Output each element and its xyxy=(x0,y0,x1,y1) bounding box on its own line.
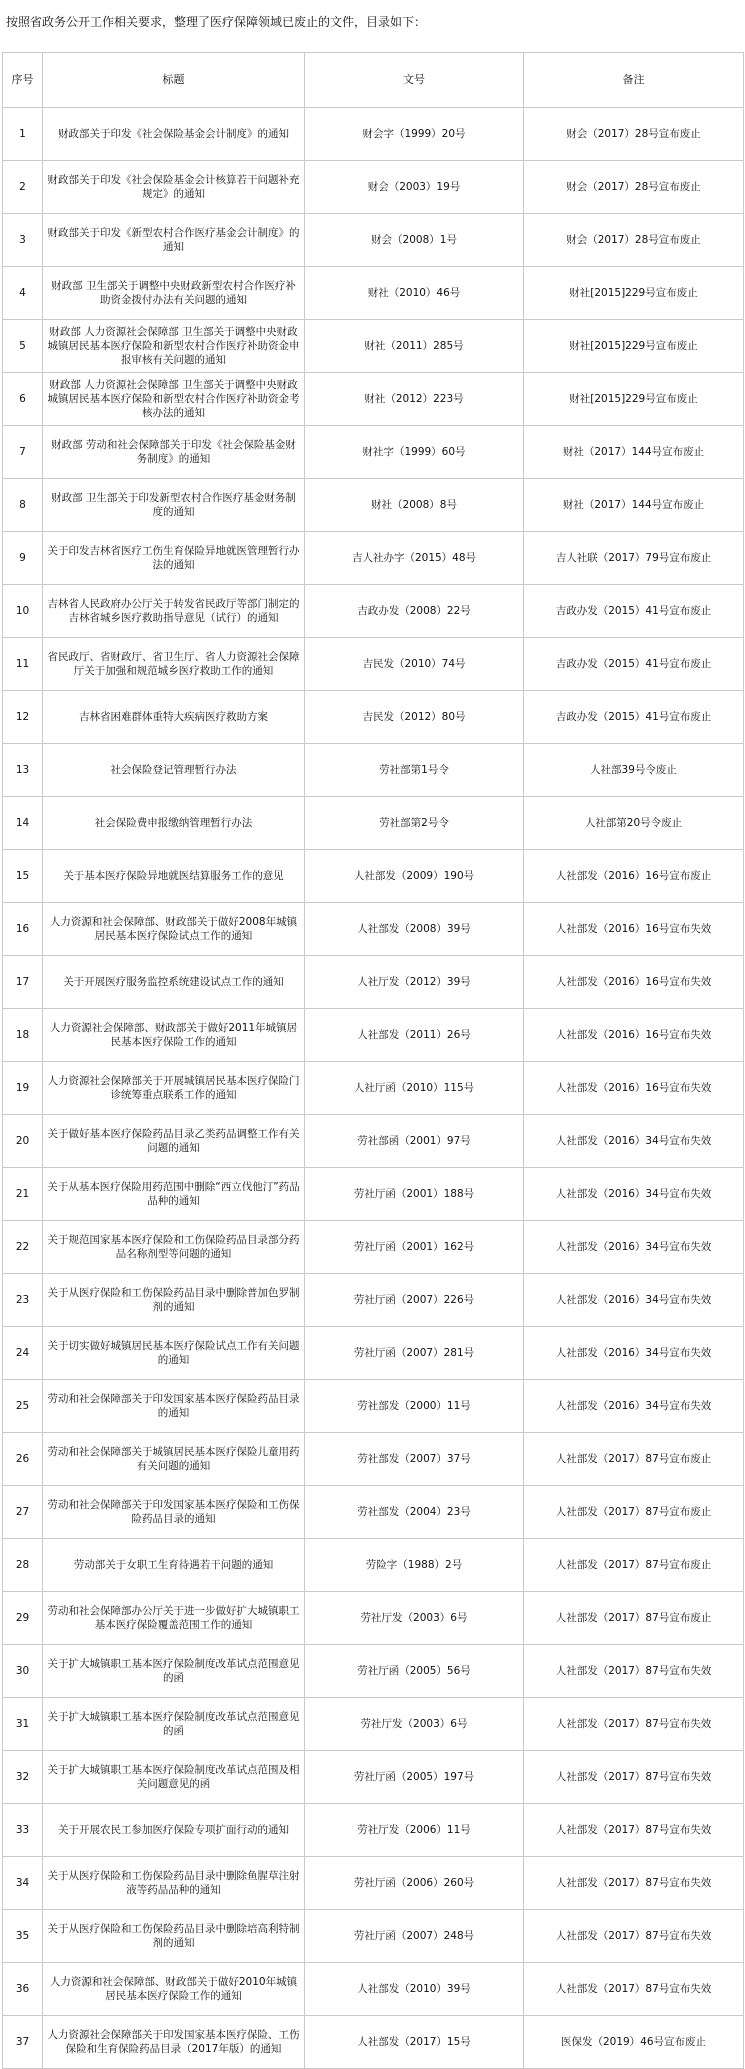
row-title: 关于开展医疗服务监控系统建设试点工作的通知 xyxy=(43,956,305,1009)
row-doc-no: 劳社厅函（2007）281号 xyxy=(305,1327,524,1380)
row-remark: 财社（2017）144号宣布废止 xyxy=(524,426,744,479)
row-title: 关于扩大城镇职工基本医疗保险制度改革试点范围及相关问题意见的函 xyxy=(43,1751,305,1804)
row-doc-no: 吉人社办字（2015）48号 xyxy=(305,532,524,585)
row-doc-no: 劳社厅函（2006）260号 xyxy=(305,1857,524,1910)
row-number: 34 xyxy=(3,1857,43,1910)
table-row xyxy=(3,1963,744,2016)
row-number: 10 xyxy=(3,585,43,638)
row-number: 15 xyxy=(3,850,43,903)
row-number: 1 xyxy=(3,108,43,161)
abolished-documents-table xyxy=(2,52,744,2069)
row-number: 36 xyxy=(3,1963,43,2016)
row-title: 关于从医疗保险和工伤保险药品目录中删除普加色罗制剂的通知 xyxy=(43,1274,305,1327)
row-number: 24 xyxy=(3,1327,43,1380)
table-row xyxy=(3,1327,744,1380)
row-number: 37 xyxy=(3,2016,43,2069)
row-title: 关于扩大城镇职工基本医疗保险制度改革试点范围意见的函 xyxy=(43,1698,305,1751)
table-row xyxy=(3,214,744,267)
row-remark: 人社部第20号令废止 xyxy=(524,797,744,850)
row-remark: 人社部39号令废止 xyxy=(524,744,744,797)
row-title: 关于从基本医疗保险用药范围中删除“西立伐他汀”药品品种的通知 xyxy=(43,1168,305,1221)
row-title: 劳动和社会保障部关于印发国家基本医疗保险和工伤保险药品目录的通知 xyxy=(43,1486,305,1539)
table-row xyxy=(3,1380,744,1433)
row-title: 关于从医疗保险和工伤保险药品目录中删除鱼腥草注射液等药品品种的通知 xyxy=(43,1857,305,1910)
row-doc-no: 财社（2008）8号 xyxy=(305,479,524,532)
row-remark: 人社部发（2017）87号宣布失效 xyxy=(524,1857,744,1910)
row-title: 社会保险费申报缴纳管理暂行办法 xyxy=(43,797,305,850)
row-remark: 人社部发（2016）34号宣布失效 xyxy=(524,1221,744,1274)
table-row xyxy=(3,1486,744,1539)
row-number: 14 xyxy=(3,797,43,850)
row-title: 财政部关于印发《社会保险基金会计制度》的通知 xyxy=(43,108,305,161)
row-title: 劳动和社会保障部办公厅关于进一步做好扩大城镇职工基本医疗保险覆盖范围工作的通知 xyxy=(43,1592,305,1645)
row-number: 3 xyxy=(3,214,43,267)
row-remark: 人社部发（2017）87号宣布失效 xyxy=(524,1910,744,1963)
row-doc-no: 劳社厅函（2001）162号 xyxy=(305,1221,524,1274)
row-doc-no: 财会（2003）19号 xyxy=(305,161,524,214)
row-number: 21 xyxy=(3,1168,43,1221)
table-row xyxy=(3,267,744,320)
row-title: 人力资源社会保障部关于印发国家基本医疗保险、工伤保险和生育保险药品目录（2017年版）的通知 xyxy=(43,2016,305,2069)
row-doc-no: 财社字（1999）60号 xyxy=(305,426,524,479)
row-number: 20 xyxy=(3,1115,43,1168)
row-remark: 人社部发（2017）87号宣布废止 xyxy=(524,1486,744,1539)
row-remark: 财社[2015]229号宣布废止 xyxy=(524,373,744,426)
row-doc-no: 劳社厅函（2005）197号 xyxy=(305,1751,524,1804)
table-row xyxy=(3,479,744,532)
row-title: 劳动和社会保障部关于城镇居民基本医疗保险儿童用药有关问题的通知 xyxy=(43,1433,305,1486)
table-row xyxy=(3,373,744,426)
row-number: 30 xyxy=(3,1645,43,1698)
row-title: 关于扩大城镇职工基本医疗保险制度改革试点范围意见的函 xyxy=(43,1645,305,1698)
table-row xyxy=(3,585,744,638)
row-number: 9 xyxy=(3,532,43,585)
row-number: 31 xyxy=(3,1698,43,1751)
table-row xyxy=(3,1115,744,1168)
row-doc-no: 财会字（1999）20号 xyxy=(305,108,524,161)
row-doc-no: 人社厅发（2012）39号 xyxy=(305,956,524,1009)
row-number: 17 xyxy=(3,956,43,1009)
header-title: 标题 xyxy=(43,53,305,108)
row-title: 关于从医疗保险和工伤保险药品目录中删除培高利特制剂的通知 xyxy=(43,1910,305,1963)
row-remark: 人社部发（2016）16号宣布失效 xyxy=(524,956,744,1009)
row-title: 劳动部关于女职工生育待遇若干问题的通知 xyxy=(43,1539,305,1592)
row-remark: 人社部发（2017）87号宣布失效 xyxy=(524,1645,744,1698)
table-row xyxy=(3,744,744,797)
row-doc-no: 劳社部发（2000）11号 xyxy=(305,1380,524,1433)
row-doc-no: 财社（2010）46号 xyxy=(305,267,524,320)
row-remark: 医保发（2019）46号宣布废止 xyxy=(524,2016,744,2069)
row-remark: 人社部发（2017）87号宣布废止 xyxy=(524,1539,744,1592)
header-no: 序号 xyxy=(3,53,43,108)
row-doc-no: 人社部发（2010）39号 xyxy=(305,1963,524,2016)
row-number: 12 xyxy=(3,691,43,744)
row-remark: 人社部发（2016）16号宣布失效 xyxy=(524,1062,744,1115)
row-title: 人力资源社会保障部、财政部关于做好2011年城镇居民基本医疗保险工作的通知 xyxy=(43,1009,305,1062)
row-remark: 人社部发（2017）87号宣布废止 xyxy=(524,1433,744,1486)
table-row xyxy=(3,1592,744,1645)
row-number: 5 xyxy=(3,320,43,373)
table-row xyxy=(3,1645,744,1698)
row-number: 35 xyxy=(3,1910,43,1963)
row-title: 财政部 人力资源社会保障部 卫生部关于调整中央财政城镇居民基本医疗保险和新型农村合作医疗补助资金考核办法的通知 xyxy=(43,373,305,426)
header-doc-no: 文号 xyxy=(305,53,524,108)
row-doc-no: 人社部发（2008）39号 xyxy=(305,903,524,956)
row-number: 11 xyxy=(3,638,43,691)
row-remark: 财会（2017）28号宣布废止 xyxy=(524,161,744,214)
row-title: 关于开展农民工参加医疗保险专项扩面行动的通知 xyxy=(43,1804,305,1857)
row-number: 23 xyxy=(3,1274,43,1327)
row-number: 4 xyxy=(3,267,43,320)
row-remark: 人社部发（2016）34号宣布失效 xyxy=(524,1168,744,1221)
table-row xyxy=(3,532,744,585)
row-title: 关于规范国家基本医疗保险和工伤保险药品目录部分药品名称剂型等问题的通知 xyxy=(43,1221,305,1274)
table-row xyxy=(3,2016,744,2069)
intro-text: 按照省政务公开工作相关要求，整理了医疗保障领域已废止的文件，目录如下： xyxy=(6,15,427,29)
row-remark: 财会（2017）28号宣布废止 xyxy=(524,214,744,267)
row-doc-no: 劳社部第2号令 xyxy=(305,797,524,850)
row-title: 人力资源和社会保障部、财政部关于做好2010年城镇居民基本医疗保险工作的通知 xyxy=(43,1963,305,2016)
row-number: 8 xyxy=(3,479,43,532)
row-title: 吉林省困难群体重特大疾病医疗救助方案 xyxy=(43,691,305,744)
row-doc-no: 财社（2011）285号 xyxy=(305,320,524,373)
row-remark: 人社部发（2016）34号宣布失效 xyxy=(524,1274,744,1327)
row-doc-no: 劳险字（1988）2号 xyxy=(305,1539,524,1592)
row-number: 16 xyxy=(3,903,43,956)
row-title: 劳动和社会保障部关于印发国家基本医疗保险药品目录的通知 xyxy=(43,1380,305,1433)
row-number: 27 xyxy=(3,1486,43,1539)
row-remark: 人社部发（2016）34号宣布失效 xyxy=(524,1115,744,1168)
row-title: 财政部关于印发《新型农村合作医疗基金会计制度》的通知 xyxy=(43,214,305,267)
row-number: 13 xyxy=(3,744,43,797)
row-doc-no: 劳社厅函（2007）248号 xyxy=(305,1910,524,1963)
row-title: 关于印发吉林省医疗工伤生育保险异地就医管理暂行办法的通知 xyxy=(43,532,305,585)
row-doc-no: 吉民发（2010）74号 xyxy=(305,638,524,691)
table-row xyxy=(3,1433,744,1486)
row-number: 22 xyxy=(3,1221,43,1274)
table-row xyxy=(3,320,744,373)
row-remark: 人社部发（2017）87号宣布失效 xyxy=(524,1804,744,1857)
table-row xyxy=(3,1062,744,1115)
row-doc-no: 劳社厅函（2005）56号 xyxy=(305,1645,524,1698)
table-row xyxy=(3,1857,744,1910)
row-remark: 财社[2015]229号宣布废止 xyxy=(524,320,744,373)
row-doc-no: 劳社部发（2007）37号 xyxy=(305,1433,524,1486)
row-number: 6 xyxy=(3,373,43,426)
table-row xyxy=(3,1910,744,1963)
table-row xyxy=(3,426,744,479)
row-remark: 人社部发（2016）16号宣布废止 xyxy=(524,850,744,903)
row-doc-no: 人社部发（2017）15号 xyxy=(305,2016,524,2069)
row-title: 人力资源社会保障部关于开展城镇居民基本医疗保险门诊统筹重点联系工作的通知 xyxy=(43,1062,305,1115)
row-doc-no: 劳社部函（2001）97号 xyxy=(305,1115,524,1168)
row-remark: 吉政办发（2015）41号宣布废止 xyxy=(524,585,744,638)
row-title: 关于切实做好城镇居民基本医疗保险试点工作有关问题的通知 xyxy=(43,1327,305,1380)
row-title: 财政部关于印发《社会保险基金会计核算若干问题补充规定》的通知 xyxy=(43,161,305,214)
row-title: 吉林省人民政府办公厅关于转发省民政厅等部门制定的吉林省城乡医疗救助指导意见（试行）的通知 xyxy=(43,585,305,638)
row-number: 29 xyxy=(3,1592,43,1645)
row-number: 32 xyxy=(3,1751,43,1804)
row-remark: 财会（2017）28号宣布废止 xyxy=(524,108,744,161)
table-header-row xyxy=(3,53,744,108)
row-title: 财政部 卫生部关于印发新型农村合作医疗基金财务制度的通知 xyxy=(43,479,305,532)
table-row xyxy=(3,1751,744,1804)
row-doc-no: 劳社部发（2004）23号 xyxy=(305,1486,524,1539)
row-doc-no: 吉民发（2012）80号 xyxy=(305,691,524,744)
row-remark: 人社部发（2017）87号宣布废止 xyxy=(524,1592,744,1645)
table-row xyxy=(3,691,744,744)
row-title: 关于做好基本医疗保险药品目录乙类药品调整工作有关问题的通知 xyxy=(43,1115,305,1168)
row-title: 人力资源和社会保障部、财政部关于做好2008年城镇居民基本医疗保险试点工作的通知 xyxy=(43,903,305,956)
row-doc-no: 劳社厅函（2001）188号 xyxy=(305,1168,524,1221)
table-row xyxy=(3,797,744,850)
table-row xyxy=(3,161,744,214)
table-row xyxy=(3,1168,744,1221)
row-remark: 财社（2017）144号宣布废止 xyxy=(524,479,744,532)
row-doc-no: 劳社厅发（2003）6号 xyxy=(305,1698,524,1751)
table-row xyxy=(3,108,744,161)
table-row xyxy=(3,1539,744,1592)
table-row xyxy=(3,1221,744,1274)
row-title: 财政部 卫生部关于调整中央财政新型农村合作医疗补助资金拨付办法有关问题的通知 xyxy=(43,267,305,320)
row-number: 18 xyxy=(3,1009,43,1062)
row-remark: 人社部发（2016）34号宣布失效 xyxy=(524,1380,744,1433)
row-remark: 财社[2015]229号宣布废止 xyxy=(524,267,744,320)
table-row xyxy=(3,1698,744,1751)
row-doc-no: 劳社厅发（2003）6号 xyxy=(305,1592,524,1645)
row-title: 财政部 劳动和社会保障部关于印发《社会保险基金财务制度》的通知 xyxy=(43,426,305,479)
row-doc-no: 人社厅函（2010）115号 xyxy=(305,1062,524,1115)
header-remark: 备注 xyxy=(524,53,744,108)
row-remark: 人社部发（2016）34号宣布失效 xyxy=(524,1327,744,1380)
row-doc-no: 人社部发（2009）190号 xyxy=(305,850,524,903)
row-doc-no: 财社（2012）223号 xyxy=(305,373,524,426)
table-row xyxy=(3,638,744,691)
row-remark: 吉政办发（2015）41号宣布废止 xyxy=(524,638,744,691)
table-row xyxy=(3,1804,744,1857)
row-remark: 人社部发（2016）16号宣布失效 xyxy=(524,903,744,956)
row-doc-no: 劳社厅函（2007）226号 xyxy=(305,1274,524,1327)
row-remark: 吉政办发（2015）41号宣布废止 xyxy=(524,691,744,744)
row-doc-no: 劳社部第1号令 xyxy=(305,744,524,797)
row-remark: 吉人社联（2017）79号宣布废止 xyxy=(524,532,744,585)
row-number: 26 xyxy=(3,1433,43,1486)
row-number: 28 xyxy=(3,1539,43,1592)
row-number: 25 xyxy=(3,1380,43,1433)
table-row xyxy=(3,1274,744,1327)
row-number: 7 xyxy=(3,426,43,479)
table-row xyxy=(3,956,744,1009)
row-doc-no: 劳社厅发（2006）11号 xyxy=(305,1804,524,1857)
row-doc-no: 人社部发（2011）26号 xyxy=(305,1009,524,1062)
row-remark: 人社部发（2017）87号宣布失效 xyxy=(524,1751,744,1804)
row-number: 33 xyxy=(3,1804,43,1857)
row-title: 社会保险登记管理暂行办法 xyxy=(43,744,305,797)
row-number: 19 xyxy=(3,1062,43,1115)
table-body xyxy=(3,108,744,2069)
table-row xyxy=(3,1009,744,1062)
table-row xyxy=(3,850,744,903)
row-title: 省民政厅、省财政厅、省卫生厅、省人力资源社会保障厅关于加强和规范城乡医疗救助工作的通知 xyxy=(43,638,305,691)
row-remark: 人社部发（2017）87号宣布失效 xyxy=(524,1698,744,1751)
row-doc-no: 财会（2008）1号 xyxy=(305,214,524,267)
row-doc-no: 吉政办发（2008）22号 xyxy=(305,585,524,638)
row-number: 2 xyxy=(3,161,43,214)
row-title: 财政部 人力资源社会保障部 卫生部关于调整中央财政城镇居民基本医疗保险和新型农村合作医疗补助资金申报审核有关问题的通知 xyxy=(43,320,305,373)
table-row xyxy=(3,903,744,956)
row-title: 关于基本医疗保险异地就医结算服务工作的意见 xyxy=(43,850,305,903)
row-remark: 人社部发（2016）16号宣布失效 xyxy=(524,1009,744,1062)
row-remark: 人社部发（2017）87号宣布失效 xyxy=(524,1963,744,2016)
